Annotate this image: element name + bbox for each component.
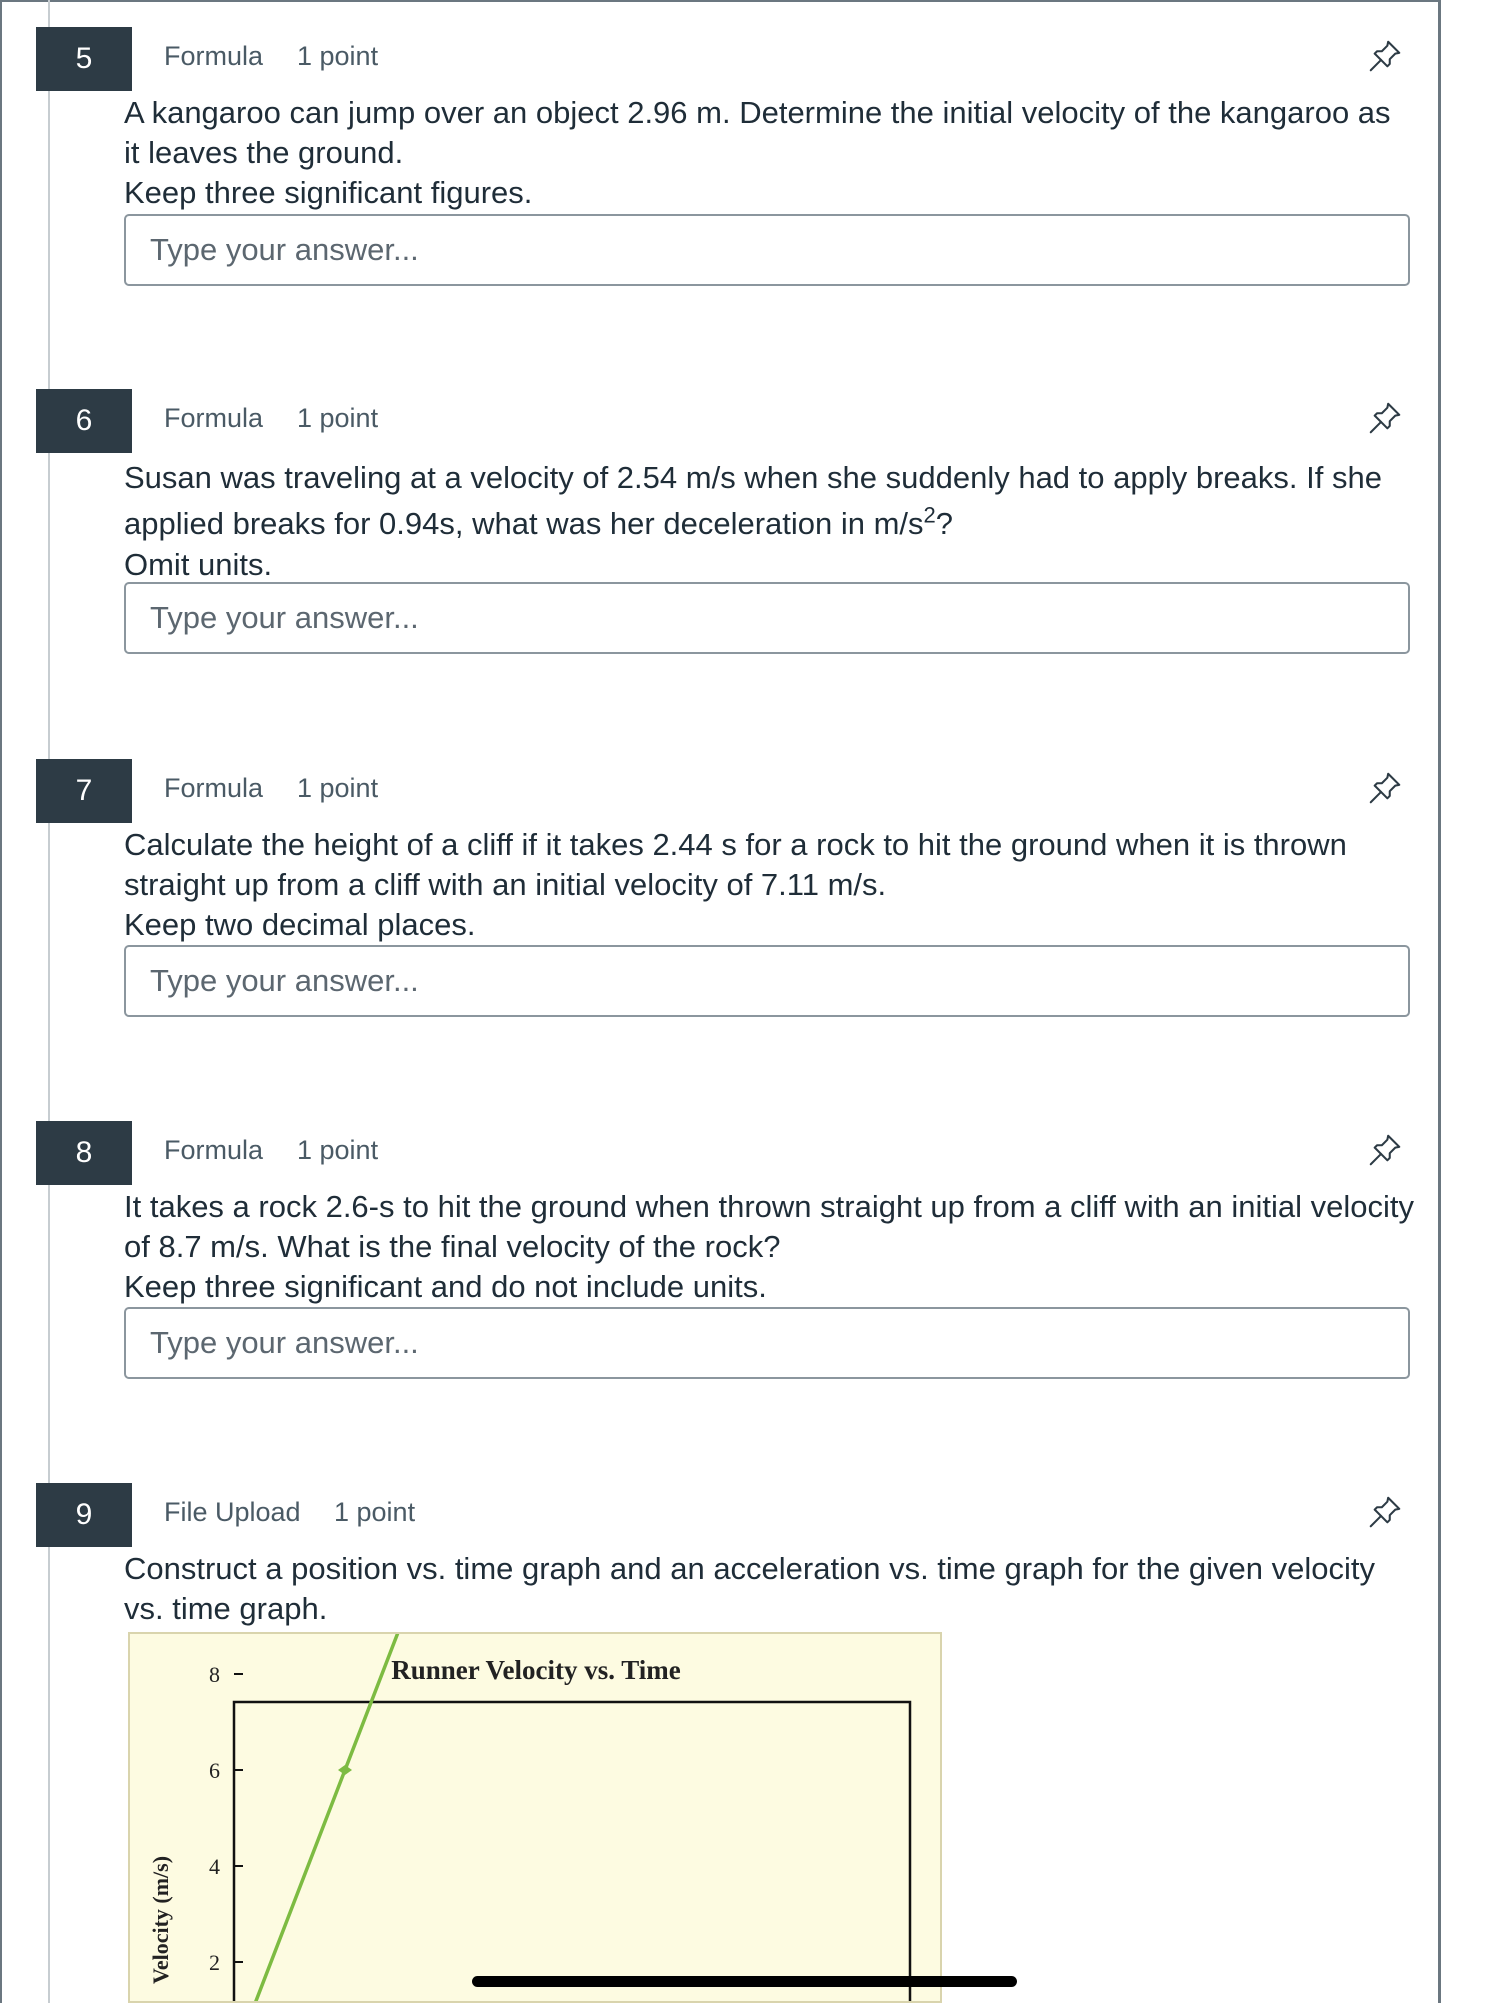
- answer-input[interactable]: [124, 214, 1410, 286]
- home-indicator: [472, 1976, 1017, 1987]
- question-points: 1 point: [334, 1497, 416, 1527]
- question-points: 1 point: [297, 773, 379, 803]
- question-line: [124, 455, 1414, 547]
- chart-title: Runner Velocity vs. Time: [391, 1655, 681, 1685]
- pin-icon[interactable]: [1366, 399, 1404, 437]
- answer-input[interactable]: [124, 582, 1410, 654]
- pin-icon[interactable]: [1366, 769, 1404, 807]
- question-line: Keep three significant figures.: [124, 175, 533, 210]
- pin-icon[interactable]: [1366, 1493, 1404, 1531]
- question-points: 1 point: [297, 41, 379, 71]
- frame-right-border: [1438, 0, 1441, 2003]
- series-line: [234, 1634, 789, 2003]
- question-points: 1 point: [297, 403, 379, 433]
- velocity-chart: [128, 1632, 942, 2003]
- question-number: 5: [36, 27, 132, 91]
- question-text: [124, 1187, 1414, 1307]
- question-text: [124, 455, 1414, 583]
- question-line: Calculate the height of a cliff if it takes 2.44 s for a rock to hit the ground when it is thrown straight up from a cliff with an initial velocity of 7.11 m/s.: [124, 827, 1347, 902]
- question-line: It takes a rock 2.6-s to hit the ground when thrown straight up from a cliff with an initial velocity of 8.7 m/s. What is the final velocity of the rock?: [124, 1189, 1414, 1264]
- y-ticks: [198, 1634, 243, 1975]
- question-number: 8: [36, 1121, 132, 1185]
- answer-input[interactable]: [124, 1307, 1410, 1379]
- question-text: [124, 93, 1414, 213]
- y-tick-label: 8: [209, 1662, 220, 1687]
- question-line: Keep three significant and do not include units.: [124, 1269, 767, 1304]
- series-group: [234, 1634, 796, 2003]
- question-points: 1 point: [297, 1135, 379, 1165]
- question-line-suffix: ?: [935, 506, 954, 541]
- question-type: Formula: [164, 41, 264, 71]
- plot-area: [234, 1702, 910, 2003]
- answer-input[interactable]: [124, 945, 1410, 1017]
- question-line: A kangaroo can jump over an object 2.96 m. Determine the initial velocity of the kangaroo as it leaves the ground.: [124, 95, 1391, 170]
- frame-left-border: [0, 0, 2, 2003]
- question-type: Formula: [164, 773, 264, 803]
- question-line: Keep two decimal places.: [124, 907, 476, 942]
- question-line-text: Susan was traveling at a velocity of 2.54 m/s when she suddenly had to apply breaks. If she applied breaks for 0.94s, what was her deceleration in m/s: [124, 460, 1382, 541]
- pin-icon[interactable]: [1366, 1131, 1404, 1169]
- y-axis-label: Velocity (m/s): [148, 1855, 173, 1985]
- question-number: 7: [36, 759, 132, 823]
- superscript: 2: [923, 502, 936, 528]
- question-type: Formula: [164, 1135, 264, 1165]
- question-number: 9: [36, 1483, 132, 1547]
- frame-inner-border: [48, 0, 50, 2003]
- data-point: [338, 1765, 352, 1775]
- frame-top-border: [0, 0, 1441, 2]
- question-type: File Upload: [164, 1497, 301, 1527]
- question-line: Omit units.: [124, 547, 273, 582]
- y-tick-label: 2: [209, 1950, 220, 1975]
- y-tick-label: 4: [209, 1854, 220, 1879]
- chart-svg: [130, 1634, 942, 2003]
- question-text: [124, 1549, 1414, 1629]
- y-tick-label: 6: [209, 1758, 220, 1783]
- question-number: 6: [36, 389, 132, 453]
- question-type: Formula: [164, 403, 264, 433]
- pin-icon[interactable]: [1366, 37, 1404, 75]
- question-line: Construct a position vs. time graph and an acceleration vs. time graph for the given velocity vs. time graph.: [124, 1551, 1375, 1626]
- question-text: [124, 825, 1414, 945]
